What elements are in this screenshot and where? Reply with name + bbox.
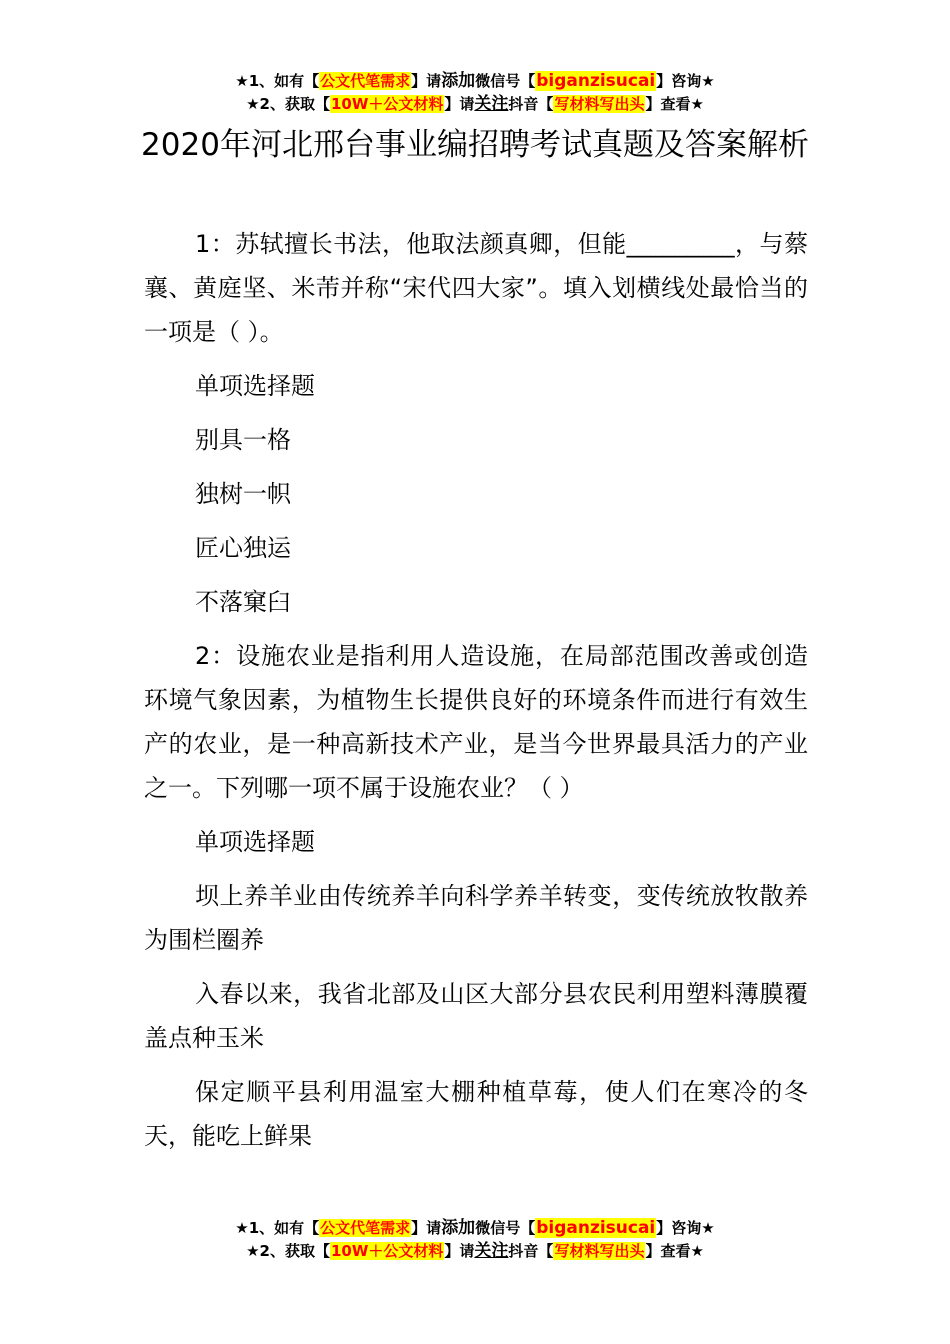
promo-banner-top <box>0 70 950 116</box>
promo-text: 】咨询★ <box>656 1219 715 1237</box>
promo-text: 抖音【 <box>508 95 554 113</box>
promo-text: ★2、获取【 <box>246 1242 330 1260</box>
promo-emphasis: 添加 <box>441 1218 476 1238</box>
promo-emphasis: 关注 <box>474 94 509 114</box>
promo-highlight: 公文代笔需求 <box>320 72 411 90</box>
promo-text: 】请 <box>444 95 475 113</box>
promo-highlight: 公文代笔需求 <box>320 1219 411 1237</box>
question-2-text: 2：设施农业是指利用人造设施，在局部范围改善或创造环境气象因素，为植物生长提供良好的环境条件而进行有效生产的农业，是一种高新技术产业，是当今世界最具活力的产业之一。下列哪一项不属于设施农业？（ ） <box>144 642 808 802</box>
promo-text: 微信号【 <box>475 1219 536 1237</box>
question-2-option: 保定顺平县利用温室大棚种植草莓，使人们在寒冷的冬天，能吃上鲜果 <box>144 1078 808 1150</box>
promo-line-2 <box>0 93 950 116</box>
question-2-option: 坝上养羊业由传统养羊向科学养羊转变，变传统放牧散养为围栏圈养 <box>144 882 808 954</box>
question-1-text: 1：苏轼擅长书法，他取法颜真卿，但能_________，与蔡襄、黄庭坚、米芾并称“宋代四大家”。填入划横线处最恰当的一项是（ ）。 <box>144 230 808 346</box>
document-body <box>144 222 808 1168</box>
promo-highlight: 10W＋公文材料 <box>330 1242 444 1260</box>
question-1-type: 单项选择题 <box>195 372 315 400</box>
promo-text: ★2、获取【 <box>246 95 330 113</box>
promo-text: 】查看★ <box>645 95 704 113</box>
document-title: 2020年河北邢台事业编招聘考试真题及答案解析 <box>141 127 809 163</box>
promo-emphasis: 关注 <box>474 1241 509 1261</box>
promo-text: ★1、如有【 <box>235 72 320 90</box>
question-2-type: 单项选择题 <box>195 828 315 856</box>
promo-text: 】请 <box>444 1242 475 1260</box>
wechat-id-highlight: biganzisucai <box>536 1218 656 1238</box>
question-1-option: 别具一格 <box>195 426 291 454</box>
promo-text: 抖音【 <box>508 1242 554 1260</box>
promo-text: 】请 <box>411 72 442 90</box>
promo-line-1 <box>0 70 950 93</box>
promo-highlight: 10W＋公文材料 <box>330 95 444 113</box>
question-1-option: 独树一帜 <box>195 480 291 508</box>
promo-banner-bottom <box>0 1217 950 1263</box>
promo-line-2 <box>0 1240 950 1263</box>
question-1-option: 匠心独运 <box>195 534 291 562</box>
promo-text: 】请 <box>411 1219 442 1237</box>
promo-text: 微信号【 <box>475 72 536 90</box>
douyin-id-highlight: 写材料写出头 <box>554 1242 645 1260</box>
promo-emphasis: 添加 <box>441 71 476 91</box>
promo-text: 】查看★ <box>645 1242 704 1260</box>
douyin-id-highlight: 写材料写出头 <box>554 95 645 113</box>
promo-text: ★1、如有【 <box>235 1219 320 1237</box>
question-2-option: 入春以来，我省北部及山区大部分县农民利用塑料薄膜覆盖点种玉米 <box>144 980 808 1052</box>
wechat-id-highlight: biganzisucai <box>536 71 656 91</box>
promo-line-1 <box>0 1217 950 1240</box>
question-1-option: 不落窠臼 <box>195 588 291 616</box>
promo-text: 】咨询★ <box>656 72 715 90</box>
